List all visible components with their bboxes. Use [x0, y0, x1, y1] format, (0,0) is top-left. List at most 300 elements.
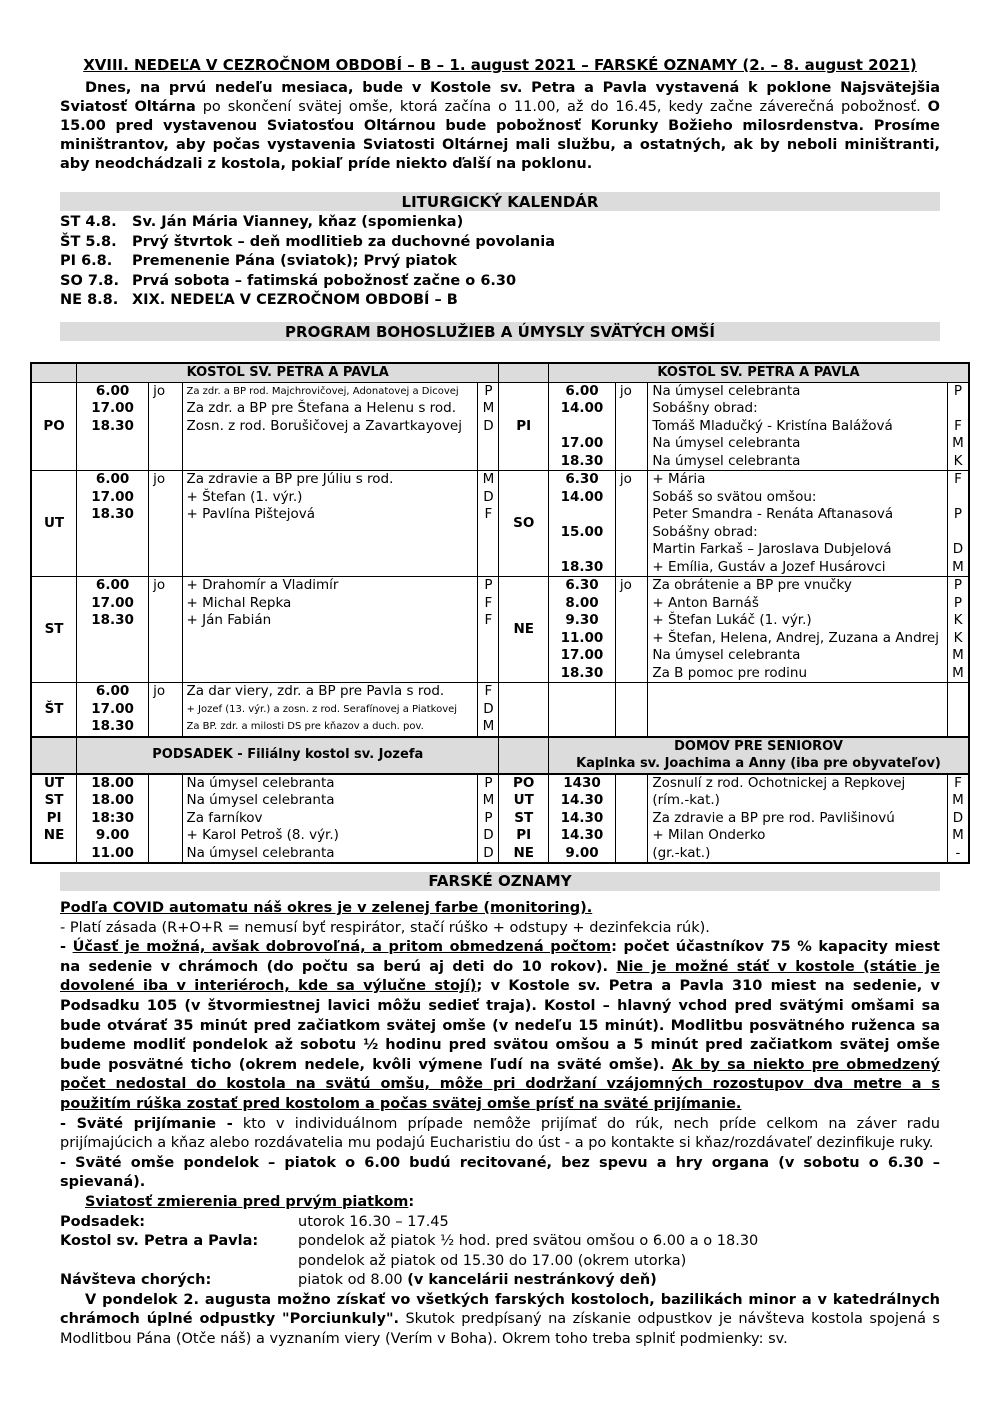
ozn-cell	[615, 718, 647, 737]
ucast-prijimanie: Ak by sa niekto pre obmedzený počet nedostal do kostola na svätú omšu, môže pri dodržaní vzájomných rozostupov dva metre a s použitím rúška zostať pred kostolom a počas svätej omše prísť na sväté prijímanie.	[60, 1056, 940, 1112]
ozn-cell	[615, 665, 647, 683]
ozn-cell: jo	[149, 577, 182, 595]
page	[60, 56, 940, 343]
intention-cell	[182, 435, 478, 453]
time-cell: 6.00	[77, 382, 149, 400]
ozn-cell	[615, 827, 647, 845]
code-cell	[478, 559, 499, 577]
ozn-cell	[149, 845, 182, 864]
code-cell	[478, 630, 499, 648]
time-cell	[77, 559, 149, 577]
code-cell	[478, 541, 499, 559]
intro-text-1: Dnes, na prvú nedeľu mesiaca, bude v Kostole sv. Petra a Pavla vystavená k poklone Najsvätejšia Sviatosť Oltárna	[60, 80, 940, 115]
kalendar-list	[60, 213, 940, 311]
intention-cell: Tomáš Mladučký - Kristína Balážová	[648, 418, 948, 436]
code-cell: P	[947, 506, 969, 524]
bottom-row	[31, 845, 969, 864]
code-cell: D	[478, 845, 499, 864]
intention-cell	[648, 701, 948, 719]
ozn-cell	[615, 489, 647, 507]
day-cell: ST	[31, 577, 77, 683]
dash: -	[60, 939, 73, 956]
time-cell: 17.00	[77, 400, 149, 418]
time-cell: 18.30	[77, 418, 149, 436]
intention-cell: Sobášny obrad:	[648, 524, 948, 542]
ozn-cell	[149, 400, 182, 418]
code-cell: F	[478, 506, 499, 524]
code-cell: M	[947, 435, 969, 453]
header-right-church: KOSTOL SV. PETRA A PAVLA	[549, 363, 969, 382]
ozn-cell	[149, 647, 182, 665]
intention-cell: Za zdravie a BP pre rod. Pavlišinovú	[648, 810, 948, 828]
schedule-header-row	[31, 363, 969, 382]
time-row	[60, 1213, 940, 1233]
zmierenie-label: Sviatosť zmierenia pred prvým piatkom	[85, 1193, 409, 1210]
farske-heading: FARSKÉ OZNAMY	[60, 872, 940, 891]
ozn-cell: jo	[615, 382, 647, 400]
schedule-row	[31, 382, 969, 400]
intention-cell: + Drahomír a Vladimír	[182, 577, 478, 595]
code-cell	[947, 701, 969, 719]
domov-subheading: Kaplnka sv. Joachima a Anny (iba pre obyvateľov)	[549, 755, 969, 774]
intention-cell: Na úmysel celebranta	[648, 435, 948, 453]
time-cell: 18.30	[549, 559, 616, 577]
schedule-row	[31, 577, 969, 595]
omse-paragraph: - Sväté omše pondelok – piatok o 6.00 budú recitované, bez spevu a hry organa (v sobotu o 6.30 – spievaná).	[60, 1154, 940, 1191]
navsteva-note: (v kancelárii nestránkový deň)	[407, 1272, 657, 1289]
time-cell: 14.00	[549, 489, 616, 507]
code-cell: M	[947, 827, 969, 845]
intro-text-2: po skončení svätej omše, ktorá začína o 11.00, až do 16.45, kedy začne záverečná pobožnosť.	[195, 99, 928, 115]
page-title: XVIII. NEDEĽA V CEZROČNOM OBDOBÍ – B – 1. august 2021 – FARSKÉ OZNAMY (2. – 8. august 2021)	[83, 56, 917, 74]
intention-cell	[182, 559, 478, 577]
ozn-cell	[149, 774, 182, 793]
time-cell: 11.00	[549, 630, 616, 648]
podsadek-heading: PODSADEK - Filiálny kostol sv. Jozefa	[77, 737, 499, 774]
code-cell: F	[478, 612, 499, 630]
intention-cell: Zosnulí z rod. Ochotnickej a Repkovej	[648, 774, 948, 793]
time-cell: 8.00	[549, 595, 616, 613]
time-cell	[549, 541, 616, 559]
prijimanie-paragraph	[60, 1115, 940, 1154]
intention-cell: + Mária	[648, 471, 948, 489]
porciunkula-text: Skutok predpísaný na získanie odpustkov je návšteva kostola spojená s Modlitbou Pána (Otče náš) a vyznaním viery (Verím v Boha). Okrem toho treba splniť podmienky: sv.	[60, 1311, 940, 1348]
ozn-cell	[149, 810, 182, 828]
time-cell: 17.00	[549, 435, 616, 453]
kalendar-row	[60, 213, 940, 233]
header-blank	[499, 363, 549, 382]
navsteva-label: Návšteva chorých:	[60, 1272, 212, 1289]
intention-cell: + Michal Repka	[182, 595, 478, 613]
day-cell: NE	[499, 845, 549, 864]
day-cell: SO	[499, 471, 549, 577]
ozn-cell	[615, 683, 647, 701]
code-cell: -	[947, 845, 969, 864]
ozn-cell	[615, 435, 647, 453]
zmierenie-heading	[60, 1193, 940, 1213]
time-cell	[77, 647, 149, 665]
time-cell: 18.30	[549, 665, 616, 683]
prijimanie-label: - Sväté prijímanie -	[60, 1115, 233, 1132]
ozn-cell	[615, 524, 647, 542]
intention-cell: Za zdr. a BP rod. Majchrovičovej, Adonatovej a Dicovej	[182, 382, 478, 400]
time-label: Kostol sv. Petra a Pavla:	[60, 1233, 259, 1250]
code-cell: M	[478, 471, 499, 489]
time-cell: 18.00	[77, 774, 149, 793]
covid-text: Podľa COVID automatu náš okres je v zelenej farbe (monitoring).	[60, 900, 593, 916]
porciunkula-bold: V pondelok 2. augusta možno získať vo všetkých farských kostoloch, bazilikách minor a v katedrálnych chrámoch úplné odpustky "Porciunkuly".	[60, 1291, 940, 1328]
time-cell: 18.30	[77, 612, 149, 630]
time-cell: 14.30	[549, 792, 616, 810]
intention-cell: Sobáš so svätou omšou:	[648, 489, 948, 507]
time-cell: 17.00	[549, 647, 616, 665]
ozn-cell	[149, 559, 182, 577]
code-cell	[478, 647, 499, 665]
kalendar-text: Prvá sobota – fatimská pobožnosť začne o 6.30	[132, 272, 517, 289]
code-cell: F	[947, 418, 969, 436]
time-cell: 6.30	[549, 577, 616, 595]
code-cell: D	[947, 810, 969, 828]
time-label: Podsadek:	[60, 1213, 146, 1230]
code-cell: P	[478, 382, 499, 400]
schedule-body	[31, 363, 969, 863]
ozn-cell	[615, 418, 647, 436]
header-blank	[499, 737, 549, 774]
ozn-cell	[615, 845, 647, 864]
ozn-cell	[615, 595, 647, 613]
time-cell: 18.30	[77, 718, 149, 737]
schedule-table	[30, 362, 970, 864]
ucast-heading: Účasť je možná, avšak dobrovoľná, a pritom obmedzená počtom	[72, 939, 612, 956]
intention-cell: (rím.-kat.)	[648, 792, 948, 810]
intention-cell: Za obrátenie a BP pre vnučky	[648, 577, 948, 595]
time-cell	[549, 418, 616, 436]
kalendar-text: Prvý štvrtok – deň modlitieb za duchovné povolania	[132, 233, 556, 250]
intention-cell: Na úmysel celebranta	[182, 792, 478, 810]
intention-cell: Za zdr. a BP pre Štefana a Helenu s rod.	[182, 400, 478, 418]
ucast-paragraph	[60, 938, 940, 1114]
day-cell: ST	[499, 810, 549, 828]
bottom-row	[31, 810, 969, 828]
ozn-cell	[149, 612, 182, 630]
ozn-cell	[615, 453, 647, 471]
intention-cell: + Milan Onderko	[648, 827, 948, 845]
code-cell: K	[947, 630, 969, 648]
code-cell	[478, 524, 499, 542]
kalendar-day: ŠT 5.8.	[60, 233, 117, 250]
intention-cell: + Emília, Gustáv a Jozef Husárovci	[648, 559, 948, 577]
intention-cell: (gr.-kat.)	[648, 845, 948, 864]
intention-cell: + Jozef (13. výr.) a zosn. z rod. Serafínovej a Piatkovej	[182, 701, 478, 719]
ozn-cell	[149, 435, 182, 453]
day-cell	[31, 845, 77, 864]
ozn-cell	[149, 630, 182, 648]
intention-cell: Sobášny obrad:	[648, 400, 948, 418]
day-cell: ST	[44, 792, 64, 808]
day-cell: PO	[31, 382, 77, 471]
zasada: - Platí zásada (R+O+R = nemusí byť respirátor, stačí rúško + odstupy + dezinfekcia rúk).	[60, 919, 710, 936]
intention-cell	[648, 683, 948, 701]
intention-cell: + Štefan, Helena, Andrej, Zuzana a Andrej	[648, 630, 948, 648]
time-cell	[77, 453, 149, 471]
code-cell: D	[478, 701, 499, 719]
intention-cell	[182, 630, 478, 648]
intention-cell: + Štefan Lukáč (1. výr.)	[648, 612, 948, 630]
time-cell: 17.00	[77, 701, 149, 719]
intention-cell	[182, 647, 478, 665]
code-cell: M	[478, 718, 499, 737]
time-cell	[77, 665, 149, 683]
time-cell	[77, 524, 149, 542]
ozn-cell	[149, 792, 182, 810]
time-cell: 6.30	[549, 471, 616, 489]
time-cell: 6.00	[77, 683, 149, 701]
time-value: pondelok až piatok ½ hod. pred svätou omšou o 6.00 a o 18.30	[298, 1233, 759, 1250]
day-cell: PO	[499, 774, 549, 793]
code-cell	[947, 489, 969, 507]
code-cell: D	[478, 489, 499, 507]
ozn-cell	[149, 665, 182, 683]
time-value: utorok 16.30 – 17.45	[298, 1213, 449, 1230]
time-cell	[549, 683, 616, 701]
code-cell: M	[478, 400, 499, 418]
covid-status	[60, 899, 940, 919]
ozn-cell	[149, 718, 182, 737]
code-cell: P	[478, 810, 499, 828]
code-cell: M	[947, 647, 969, 665]
kalendar-row	[60, 291, 940, 311]
day-cell: UT	[499, 792, 549, 810]
ozn-cell	[149, 701, 182, 719]
code-cell: P	[947, 382, 969, 400]
intention-cell	[182, 665, 478, 683]
day-cell	[499, 683, 549, 737]
schedule-row	[31, 683, 969, 701]
domov-heading: DOMOV PRE SENIOROV	[549, 737, 969, 756]
code-cell: F	[947, 774, 969, 793]
schedule-row	[31, 471, 969, 489]
intention-cell: Martin Farkaš – Jaroslava Dubjelová	[648, 541, 948, 559]
day-cell: NE	[499, 577, 549, 683]
ozn-cell	[149, 541, 182, 559]
intro-text-3: O 15.00 pred vystavenou Sviatosťou Oltárnou bude pobožnosť Korunky Božieho milosrdenstva. Prosíme miništrantov, aby počas vystavenia Sviatosti Oltárnej mali službu, a ostatných, ak by neboli miništranti, aby neodchádzali z kostola, pokiaľ príde niekto ďalší na poklonu.	[60, 99, 940, 172]
ozn-cell: jo	[149, 471, 182, 489]
time-cell: 17.00	[77, 489, 149, 507]
time-cell: 11.00	[77, 845, 149, 864]
ucast-stat: Nie je možné stáť v kostole (státie je dovolené iba v interiéroch, kde sa výlučne stojí)	[60, 958, 940, 995]
intention-cell	[182, 541, 478, 559]
navsteva-value	[298, 1271, 657, 1291]
code-cell: D	[478, 418, 499, 436]
intention-cell: Na úmysel celebranta	[648, 382, 948, 400]
kalendar-row	[60, 233, 940, 253]
kalendar-text: Premenenie Pána (sviatok); Prvý piatok	[132, 253, 457, 269]
intention-cell: Za BP. zdr. a milosti DS pre kňazov a duch. pov.	[182, 718, 478, 737]
header-blank	[31, 737, 77, 774]
ozn-cell	[615, 774, 647, 793]
code-cell	[478, 453, 499, 471]
time-cell: 18:30	[77, 810, 149, 828]
code-cell	[947, 718, 969, 737]
code-cell: K	[947, 453, 969, 471]
kalendar-day: ST 4.8.	[60, 214, 117, 230]
bottom-row	[31, 792, 969, 810]
kalendar-day: PI 6.8.	[60, 253, 113, 269]
ozn-cell	[149, 524, 182, 542]
time-cell: 14.30	[549, 827, 616, 845]
kalendar-text: Sv. Ján Mária Vianney, kňaz (spomienka)	[132, 214, 464, 230]
intention-cell: + Ján Fabián	[182, 612, 478, 630]
day-cell: PI	[499, 827, 549, 845]
code-cell: F	[478, 595, 499, 613]
kalendar-heading: LITURGICKÝ KALENDÁR	[60, 192, 940, 211]
intention-cell: + Karol Petroš (8. výr.)	[182, 827, 478, 845]
ozn-cell: jo	[615, 577, 647, 595]
time-cell: 14.30	[549, 810, 616, 828]
intention-cell: Zosn. z rod. Borušičovej a Zavartkayovej	[182, 418, 478, 436]
bottom-row	[31, 774, 969, 793]
code-cell: P	[478, 774, 499, 793]
day-cell: PI	[499, 382, 549, 471]
code-cell: P	[947, 577, 969, 595]
code-cell: P	[947, 595, 969, 613]
ozn-cell	[615, 792, 647, 810]
time-cell	[77, 541, 149, 559]
ucast-text-2: ; v Kostole sv. Petra a Pavla 310 miest na sedenie, v Podsadku 105 (v štvormiestnej lavici môžu sedieť traja). Kostol – hlavný vchod pred svätými omšami sa bude otvárať 35 minút pred začiatkom svätej omše (v nedeľu 15 minút). Modlitbu posvätného ruženca sa budeme modliť pondelok až sobotu ½ hodinu pred svätou omšou a 5 minút pred začiatkom svätej omše bude posvätné ticho (okrem nedele, kvôli výmene ľudí na sväté omše).	[60, 978, 940, 1073]
intention-cell	[182, 524, 478, 542]
time-cell: 9.30	[549, 612, 616, 630]
time-cell: 17.00	[77, 595, 149, 613]
program-heading: PROGRAM BOHOSLUŽIEB A ÚMYSLY SVÄTÝCH OMŠÍ	[60, 322, 940, 341]
navsteva-time: piatok od 8.00	[298, 1272, 408, 1289]
ozn-cell	[615, 630, 647, 648]
ozn-cell	[149, 827, 182, 845]
intention-cell: Za dar viery, zdr. a BP pre Pavla s rod.	[182, 683, 478, 701]
day-cell: ŠT	[31, 683, 77, 737]
code-cell	[947, 400, 969, 418]
code-cell: D	[478, 827, 499, 845]
ozn-cell	[149, 506, 182, 524]
ozn-cell: jo	[149, 382, 182, 400]
intention-cell	[648, 718, 948, 737]
ozn-cell	[615, 701, 647, 719]
code-cell: M	[947, 792, 969, 810]
code-cell: F	[478, 683, 499, 701]
time-cell: 9.00	[549, 845, 616, 864]
code-cell: P	[478, 577, 499, 595]
time-value: pondelok až piatok od 15.30 do 17.00 (okrem utorka)	[298, 1252, 687, 1269]
time-cell: 6.00	[77, 577, 149, 595]
code-cell: M	[947, 559, 969, 577]
code-cell	[947, 683, 969, 701]
time-cell: 15.00	[549, 524, 616, 542]
intention-cell	[182, 453, 478, 471]
ozn-cell	[615, 810, 647, 828]
time-cell: 18.00	[77, 792, 149, 810]
sub-header-row	[31, 737, 969, 756]
ozn-cell	[615, 400, 647, 418]
time-cell	[549, 506, 616, 524]
code-cell	[947, 524, 969, 542]
ozn-cell	[615, 541, 647, 559]
intention-cell: Na úmysel celebranta	[648, 647, 948, 665]
intro-paragraph	[60, 79, 940, 174]
time-cell	[77, 435, 149, 453]
ozn-cell: jo	[615, 471, 647, 489]
ozn-cell	[149, 453, 182, 471]
code-cell: D	[947, 541, 969, 559]
time-row	[60, 1252, 940, 1272]
time-cell	[549, 701, 616, 719]
intention-cell: + Pavlína Pištejová	[182, 506, 478, 524]
day-cell: UT	[31, 774, 77, 793]
bottom-row	[31, 827, 969, 845]
ozn-cell	[615, 559, 647, 577]
zmierenie-colon: :	[408, 1193, 415, 1210]
time-cell: 6.00	[77, 471, 149, 489]
day-cell: UT	[31, 471, 77, 577]
kalendar-row	[60, 272, 940, 292]
ozn-cell	[149, 418, 182, 436]
time-cell: 14.00	[549, 400, 616, 418]
ozn-cell	[615, 506, 647, 524]
kalendar-day: SO 7.8.	[60, 272, 120, 289]
intention-cell: + Anton Barnáš	[648, 595, 948, 613]
intention-cell: Za farníkov	[182, 810, 478, 828]
time-cell	[77, 630, 149, 648]
time-cell: 6.00	[549, 382, 616, 400]
time-cell: 18.30	[77, 506, 149, 524]
ozn-cell	[149, 595, 182, 613]
time-cell: 18.30	[549, 453, 616, 471]
header-left-church: KOSTOL SV. PETRA A PAVLA	[77, 363, 499, 382]
farske-oznamy	[60, 899, 940, 1350]
code-cell: K	[947, 612, 969, 630]
intention-cell: Na úmysel celebranta	[182, 845, 478, 864]
intention-cell: Na úmysel celebranta	[648, 453, 948, 471]
ozn-cell: jo	[149, 683, 182, 701]
time-cell: 1430	[549, 774, 616, 793]
header-blank	[31, 363, 77, 382]
intention-cell: Na úmysel celebranta	[182, 774, 478, 793]
time-cell: 9.00	[77, 827, 149, 845]
time-cell	[549, 718, 616, 737]
intention-cell: Za B pomoc pre rodinu	[648, 665, 948, 683]
code-cell: F	[947, 471, 969, 489]
intention-cell: Za zdravie a BP pre Júliu s rod.	[182, 471, 478, 489]
time-row	[60, 1232, 940, 1252]
ozn-cell	[615, 612, 647, 630]
day-cell: PI	[46, 809, 62, 826]
code-cell: M	[947, 665, 969, 683]
code-cell	[478, 435, 499, 453]
kalendar-day: NE 8.8.	[60, 292, 119, 308]
day-cell: NE	[43, 827, 65, 843]
code-cell: M	[478, 792, 499, 810]
ucast-text: : počet účastníkov 75 % kapacity miest na sedenie v chrámoch (do počtu sa berú aj deti do 10 rokov).	[60, 939, 940, 975]
kalendar-text: XIX. NEDEĽA V CEZROČNOM OBDOBÍ – B	[132, 292, 458, 308]
ozn-cell	[615, 647, 647, 665]
porciunkula-paragraph	[60, 1291, 940, 1350]
intention-cell: Peter Smandra - Renáta Aftanasová	[648, 506, 948, 524]
navsteva-row	[60, 1271, 940, 1291]
intention-cell: + Štefan (1. výr.)	[182, 489, 478, 507]
prijimanie-text: kto v individuálnom prípade nemôže prijímať do rúk, nech príde celkom na záver radu prijímajúcich a kňaz alebo rozdávatelia mu podajú Eucharistiu do úst - a po kontakte si kňaz/rozdávateľ dezinfikuje ruky.	[60, 1115, 940, 1152]
ozn-cell	[149, 489, 182, 507]
time-label	[60, 1252, 298, 1272]
code-cell	[478, 665, 499, 683]
kalendar-row	[60, 252, 940, 272]
